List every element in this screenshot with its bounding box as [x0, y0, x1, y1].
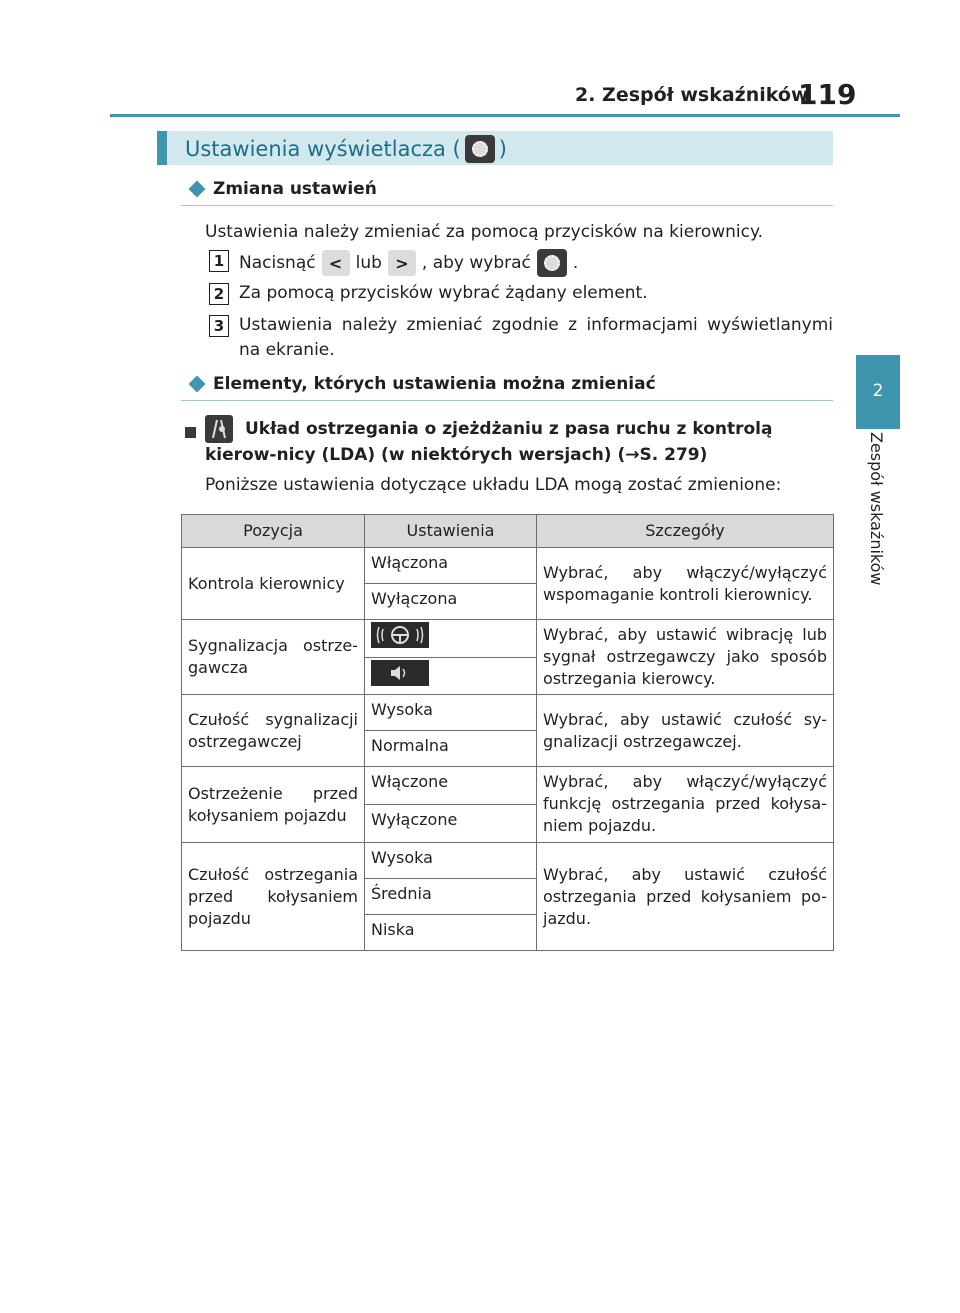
step-number-3: 3 [209, 315, 229, 337]
setting-cell: Wyłączona [365, 584, 537, 620]
table-row [182, 548, 834, 584]
step-2-text: Za pomocą przycisków wybrać żądany element. [239, 283, 648, 303]
details-cell: Wybrać, aby ustawić czułość ostrzegania przed kołysaniem po-jazdu. [537, 843, 834, 951]
column-header: Pozycja [182, 515, 365, 548]
item-cell: Czułość ostrzegania przed kołysaniem pojazdu [182, 843, 365, 951]
section-title-text: Ustawienia wyświetlacza ( [185, 137, 461, 161]
setting-cell: Normalna [365, 731, 537, 767]
section-title [185, 135, 507, 163]
table-row [182, 767, 834, 805]
subsection-heading-change-settings [191, 179, 377, 199]
steering-vibration-icon [371, 622, 429, 648]
settings-gear-icon [537, 249, 567, 277]
diamond-bullet-icon [189, 181, 206, 198]
section-title-close: ) [498, 137, 507, 161]
item-cell: Czułość sygnalizacji ostrzegawczej [182, 695, 365, 767]
chapter-tab[interactable] [856, 355, 900, 429]
chapter-tab-number: 2 [872, 381, 884, 401]
right-arrow-button-icon: > [388, 250, 416, 276]
step-1-part: Nacisnąć [239, 252, 316, 273]
section-banner [157, 131, 833, 165]
chapter-tab-label-text: Zespół wskaźników [867, 432, 886, 586]
lda-settings-table [181, 514, 834, 951]
details-cell: Wybrać, aby ustawić czułość sy-gnalizacji ostrzegawczej. [537, 695, 834, 767]
lda-item-heading: Układ ostrzegania o zjeżdżaniu z pasa ruchu z kontrolą kierow-nicy (LDA) (w niektórych wersjach) (→S. 279) [205, 419, 773, 465]
table-row [182, 843, 834, 879]
chapter-tab-label [864, 432, 890, 612]
setting-cell: Wyłączone [365, 805, 537, 843]
details-cell: Wybrać, aby włączyć/wyłączyć wspomaganie kontroli kierownicy. [537, 548, 834, 620]
subsection-rule [181, 400, 833, 401]
column-header: Ustawienia [365, 515, 537, 548]
subsection-heading-text: Elementy, których ustawienia można zmieniać [213, 374, 656, 394]
setting-cell: Wysoka [365, 695, 537, 731]
left-arrow-button-icon: < [322, 250, 350, 276]
intro-paragraph: Ustawienia należy zmieniać za pomocą przycisków na kierownicy. [205, 222, 764, 242]
item-bullet-icon [185, 423, 196, 442]
setting-cell: Włączone [365, 767, 537, 805]
setting-cell: Niska [365, 915, 537, 951]
chapter-title: 2. Zespół wskaźników [575, 84, 809, 106]
column-header: Szczegóły [537, 515, 834, 548]
details-cell: Wybrać, aby ustawić wibrację lub sygnał ostrzegawczy jako sposób ostrzegania kierowcy. [537, 620, 834, 695]
step-1-text [239, 249, 578, 277]
header-rule [110, 114, 900, 117]
item-cell: Ostrzeżenie przed kołysaniem pojazdu [182, 767, 365, 843]
page-number: 119 [798, 78, 857, 111]
item-cell: Kontrola kierownicy [182, 548, 365, 620]
step-number-2: 2 [209, 283, 229, 305]
lda-item-description: Poniższe ustawienia dotyczące układu LDA mogą zostać zmienione: [205, 475, 782, 495]
speaker-icon [371, 660, 429, 686]
subsection-heading-changeable-items [191, 374, 656, 394]
table-header-row [182, 515, 834, 548]
subsection-rule [181, 205, 833, 206]
setting-cell: Wysoka [365, 843, 537, 879]
setting-cell [365, 620, 537, 658]
step-1-part: , aby wybrać [421, 252, 531, 273]
step-3-text: Ustawienia należy zmieniać zgodnie z informacjami wyświetlanymi na ekranie. [239, 315, 833, 360]
settings-gear-icon [465, 135, 495, 163]
table-row [182, 620, 834, 658]
setting-cell: Średnia [365, 879, 537, 915]
step-1-part: . [572, 252, 579, 273]
item-cell: Sygnalizacja ostrze-gawcza [182, 620, 365, 695]
table-row [182, 695, 834, 731]
step-number-1: 1 [209, 250, 229, 272]
step-1-part: lub [355, 252, 382, 273]
setting-cell [365, 657, 537, 695]
setting-cell: Włączona [365, 548, 537, 584]
diamond-bullet-icon [189, 376, 206, 393]
details-cell: Wybrać, aby włączyć/wyłączyć funkcję ostrzegania przed kołysa-niem pojazdu. [537, 767, 834, 843]
subsection-heading-text: Zmiana ustawień [213, 179, 377, 199]
